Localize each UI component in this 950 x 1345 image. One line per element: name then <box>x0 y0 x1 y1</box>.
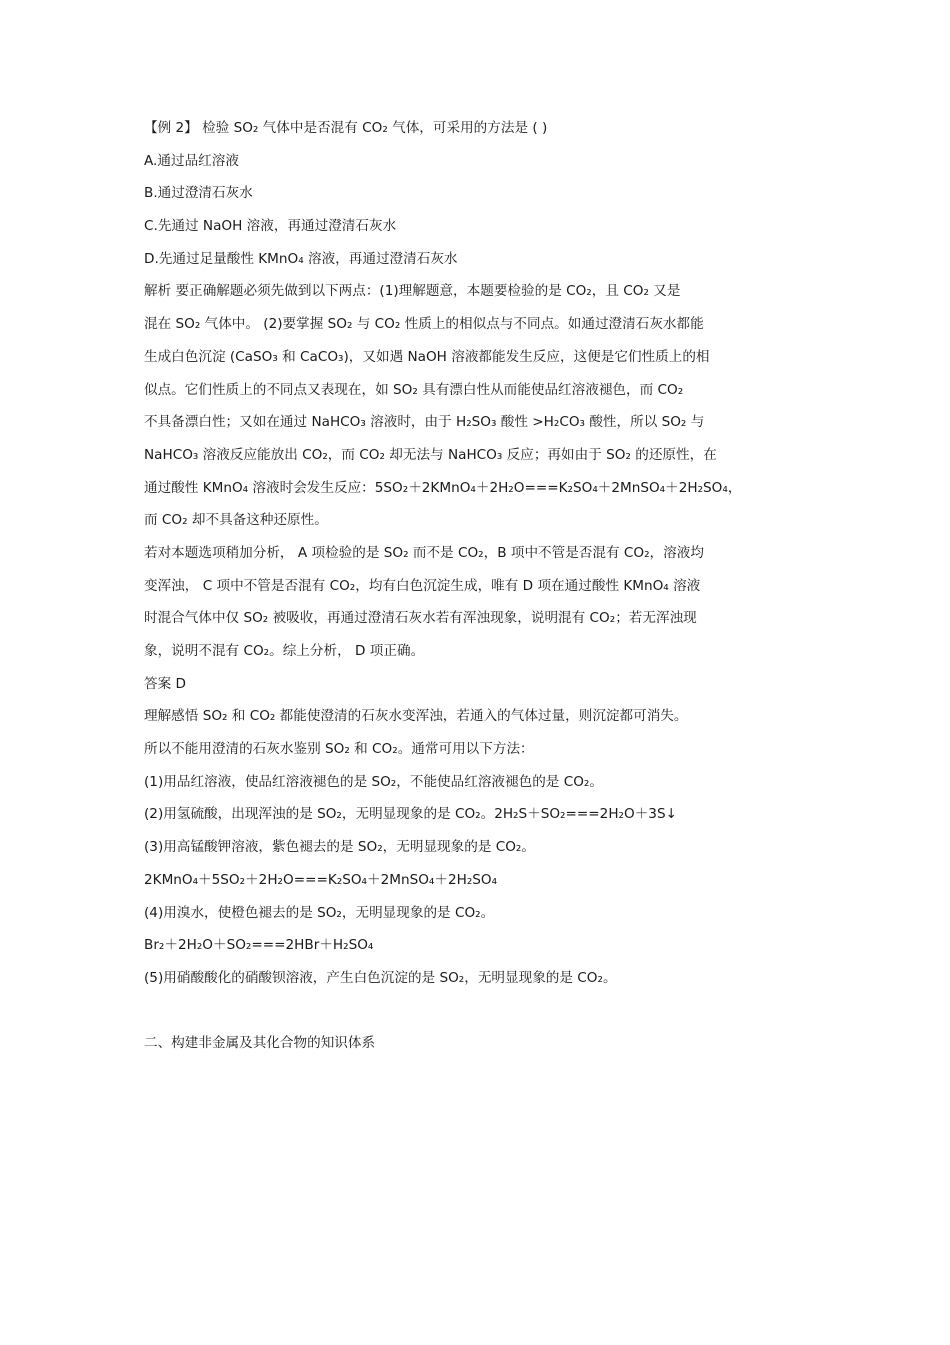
analysis-line: 解析 要正确解题必须先做到以下两点：(1)理解题意，本题要检验的是 CO₂，且 CO₂ 又是 <box>144 283 681 300</box>
analysis-line: 而 CO₂ 却不具备这种还原性。 <box>144 512 328 529</box>
option-analysis-line: 若对本题选项稍加分析， A 项检验的是 SO₂ 而不是 CO₂，B 项中不管是否混有 CO₂，溶液均 <box>144 544 704 561</box>
analysis-line: 不具备漂白性；又如在通过 NaHCO₃ 溶液时，由于 H₂SO₃ 酸性 >H₂CO₃ 酸性，所以 SO₂ 与 <box>144 414 705 431</box>
option-analysis-line: 变浑浊， C 项中不管是否混有 CO₂，均有白色沉淀生成，唯有 D 项在通过酸性 KMnO₄ 溶液 <box>144 577 701 594</box>
equation-line: Br₂＋2H₂O＋SO₂===2HBr＋H₂SO₄ <box>144 937 374 954</box>
option-a: A.通过品红溶液 <box>144 152 239 169</box>
example-question: 【例 2】 检验 SO₂ 气体中是否混有 CO₂ 气体，可采用的方法是 ( ) <box>144 120 548 136</box>
answer-line: 答案 D <box>144 675 186 692</box>
section-heading: 二、构建非金属及其化合物的知识体系 <box>144 1034 376 1051</box>
analysis-line: 似点。它们性质上的不同点又表现在，如 SO₂ 具有漂白性从而能使品红溶液褪色，而 CO₂ <box>144 381 684 398</box>
analysis-line: 生成白色沉淀 (CaSO₃ 和 CaCO₃)，又如遇 NaOH 溶液都能发生反应，这便是它们性质上的相 <box>144 348 710 365</box>
method-line: (4)用溴水，使橙色褪去的是 SO₂，无明显现象的是 CO₂。 <box>144 904 495 921</box>
option-d: D.先通过足量酸性 KMnO₄ 溶液，再通过澄清石灰水 <box>144 250 458 267</box>
insight-line: 理解感悟 SO₂ 和 CO₂ 都能使澄清的石灰水变浑浊，若通入的气体过量，则沉淀都可消失。 <box>144 708 688 725</box>
method-line: (3)用高锰酸钾溶液，紫色褪去的是 SO₂，无明显现象的是 CO₂。 <box>144 839 535 856</box>
method-line: (5)用硝酸酸化的硝酸钡溶液，产生白色沉淀的是 SO₂，无明显现象的是 CO₂。 <box>144 969 617 986</box>
analysis-line: 通过酸性 KMnO₄ 溶液时会发生反应：5SO₂＋2KMnO₄＋2H₂O===K₂SO₄＋2MnSO₄＋2H₂SO₄， <box>144 479 742 496</box>
section-spacer <box>144 995 809 1027</box>
analysis-line: 混在 SO₂ 气体中。 (2)要掌握 SO₂ 与 CO₂ 性质上的相似点与不同点。如通过澄清石灰水都能 <box>144 316 704 333</box>
option-analysis-line: 时混合气体中仅 SO₂ 被吸收，再通过澄清石灰水若有浑浊现象，说明混有 CO₂；若无浑浊现 <box>144 610 697 627</box>
option-c: C.先通过 NaOH 溶液，再通过澄清石灰水 <box>144 218 397 235</box>
method-line: (2)用氢硫酸，出现浑浊的是 SO₂，无明显现象的是 CO₂。2H₂S＋SO₂===2H₂O＋3S↓ <box>144 806 677 823</box>
option-b: B.通过澄清石灰水 <box>144 185 253 202</box>
insight-line: 所以不能用澄清的石灰水鉴别 SO₂ 和 CO₂。通常可用以下方法： <box>144 741 534 758</box>
document-body <box>144 112 809 1059</box>
option-analysis-line: 象，说明不混有 CO₂。综上分析， D 项正确。 <box>144 643 425 659</box>
analysis-line: NaHCO₃ 溶液反应能放出 CO₂，而 CO₂ 却无法与 NaHCO₃ 反应；再如由于 SO₂ 的还原性，在 <box>144 446 717 463</box>
method-line: (1)用品红溶液，使品红溶液褪色的是 SO₂，不能使品红溶液褪色的是 CO₂。 <box>144 773 603 790</box>
equation-line: 2KMnO₄＋5SO₂＋2H₂O===K₂SO₄＋2MnSO₄＋2H₂SO₄ <box>144 871 498 888</box>
